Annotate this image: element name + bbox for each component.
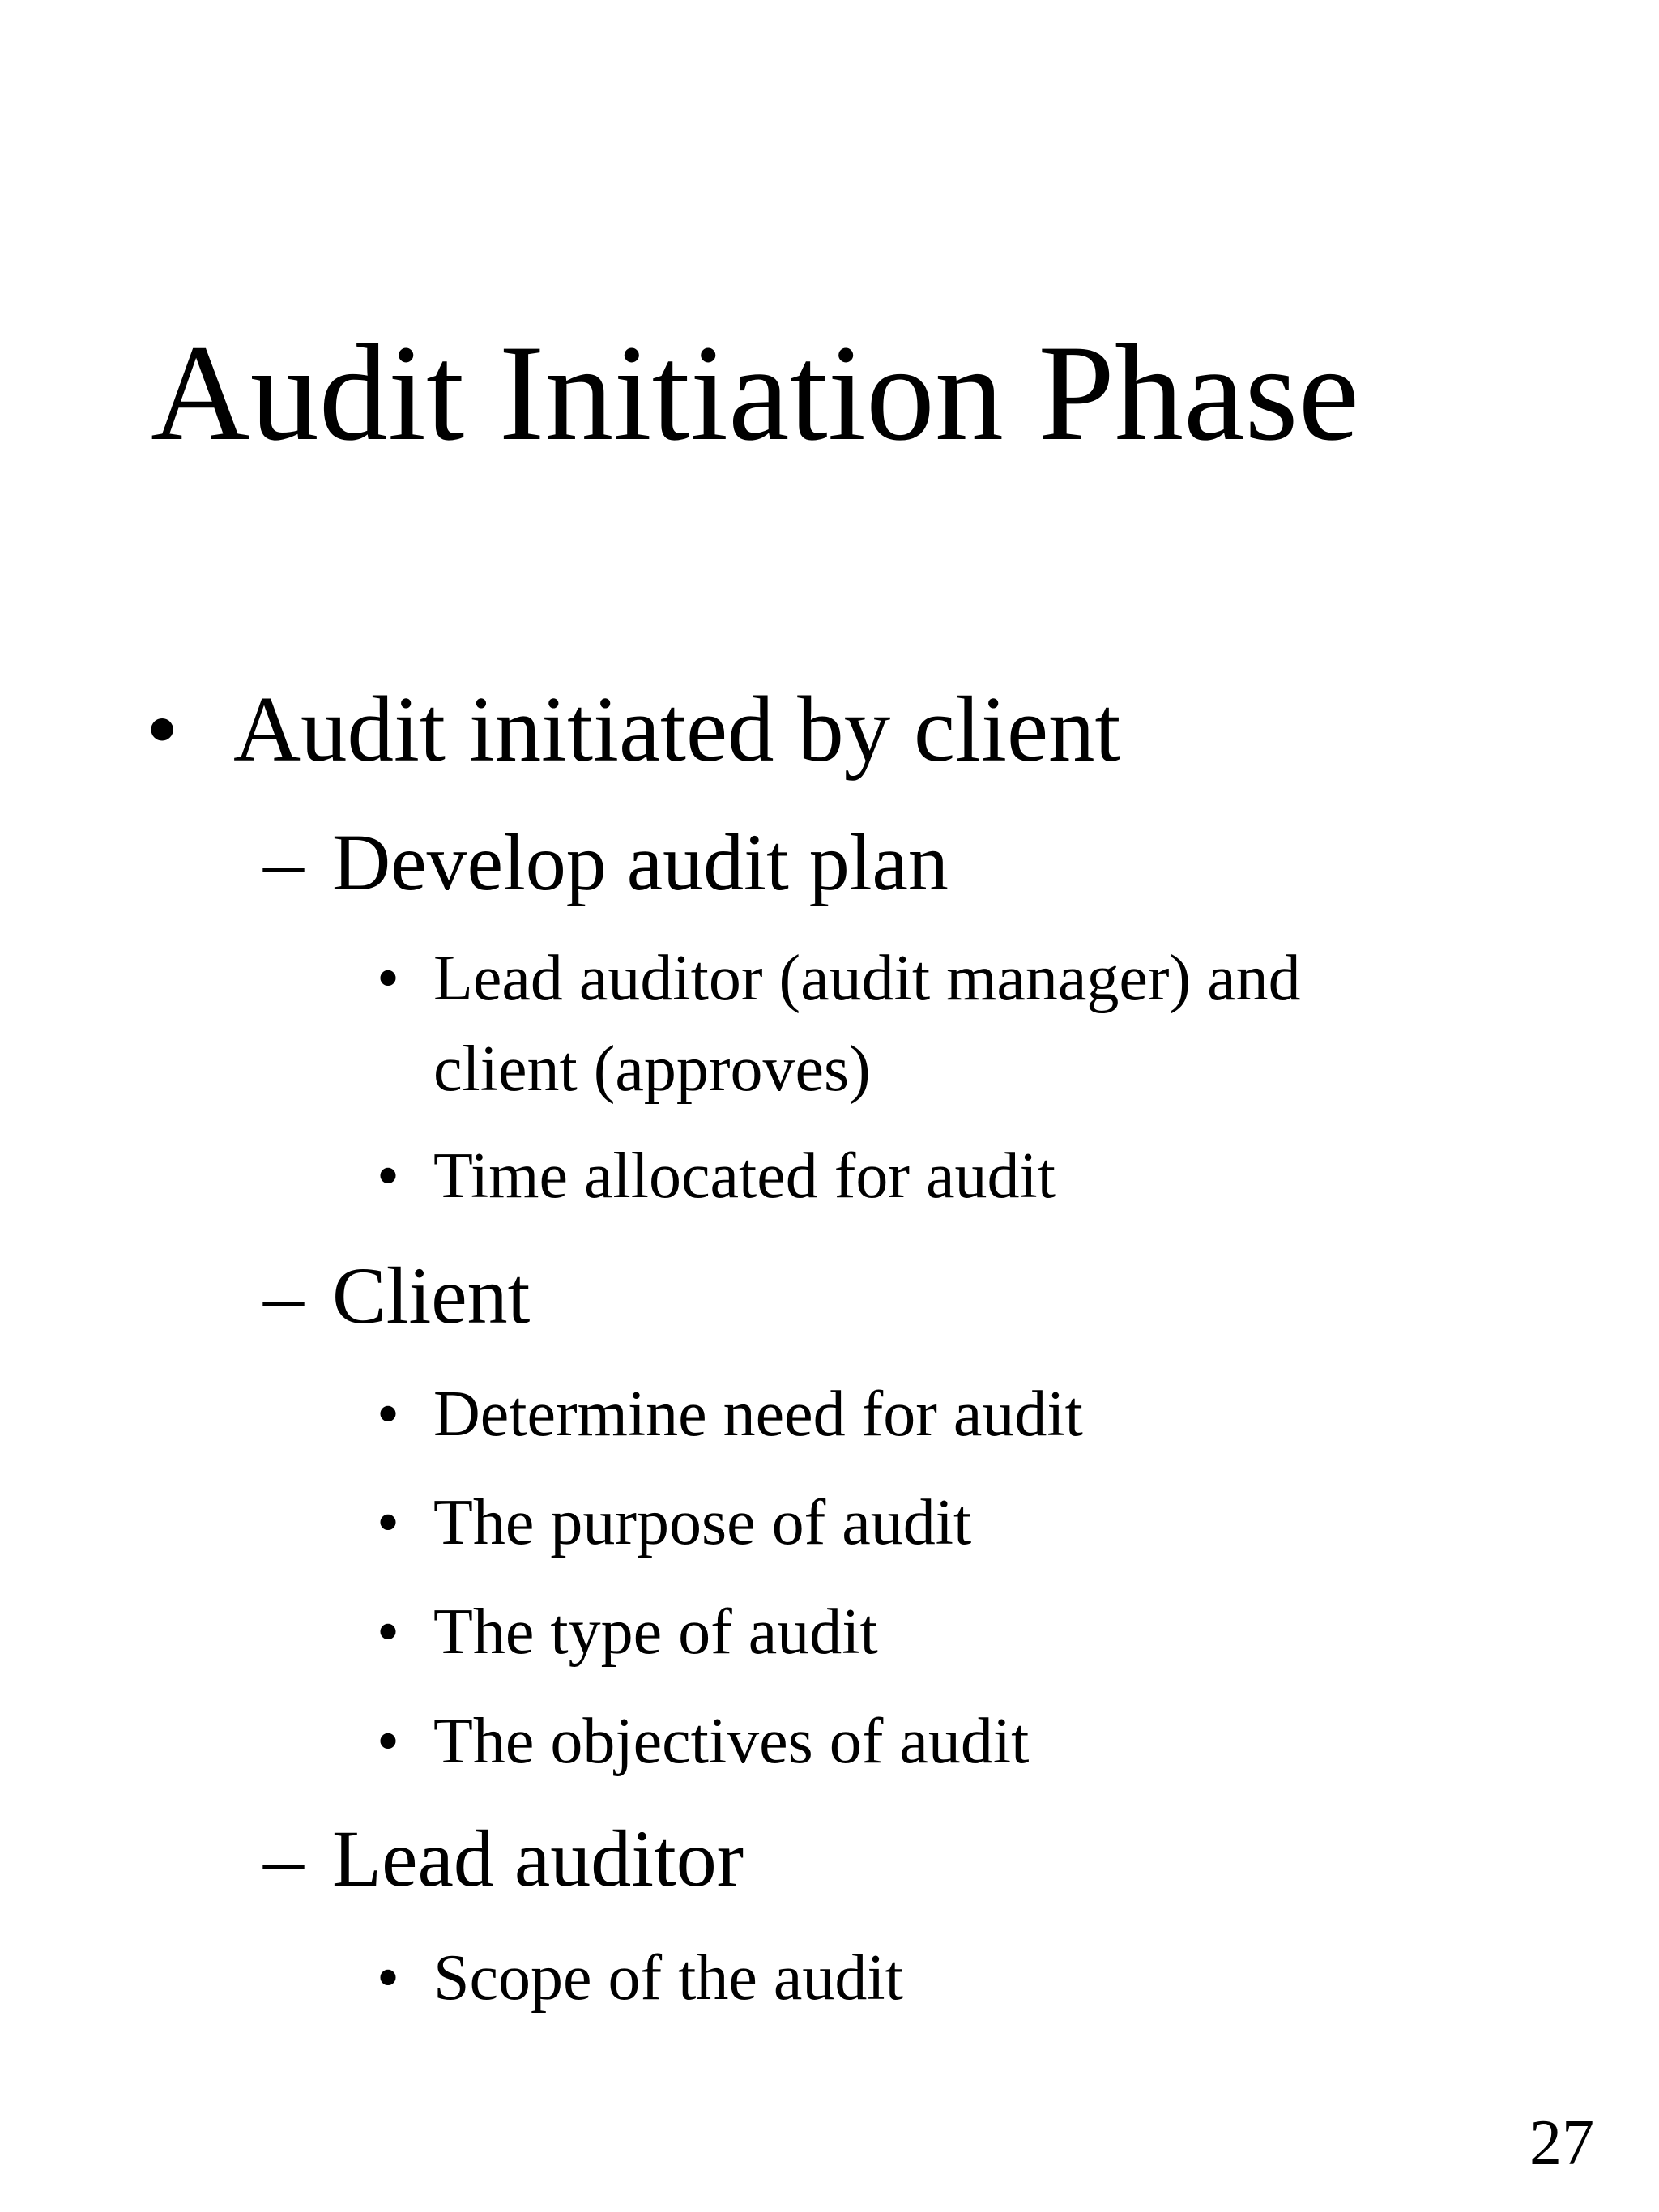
bullet-marker: • bbox=[377, 1379, 400, 1450]
item-purpose: The purpose of audit bbox=[433, 1487, 972, 1558]
bullet-marker: • bbox=[146, 678, 179, 781]
item-determine-need: Determine need for audit bbox=[433, 1379, 1083, 1450]
bullet-marker: • bbox=[377, 1706, 400, 1777]
item-time-allocated: Time allocated for audit bbox=[433, 1140, 1056, 1212]
item-scope: Scope of the audit bbox=[433, 1942, 903, 2014]
item-lead-auditor-line1: Lead auditor (audit manager) and bbox=[433, 943, 1301, 1014]
dash-marker: – bbox=[263, 1251, 304, 1340]
bullet-marker: • bbox=[377, 943, 400, 1014]
subheading-develop-audit-plan: Develop audit plan bbox=[332, 817, 949, 907]
slide-title: Audit Initiation Phase bbox=[151, 317, 1360, 469]
dash-marker: – bbox=[263, 817, 304, 907]
bullet-marker: • bbox=[377, 1942, 400, 2014]
page-number: 27 bbox=[1529, 2108, 1594, 2179]
bullet-marker: • bbox=[377, 1596, 400, 1668]
item-lead-auditor-line2: client (approves) bbox=[433, 1034, 871, 1105]
dash-marker: – bbox=[263, 1813, 304, 1903]
bullet-marker: • bbox=[377, 1140, 400, 1212]
bullet-audit-initiated: Audit initiated by client bbox=[233, 678, 1121, 781]
item-type: The type of audit bbox=[433, 1596, 878, 1668]
subheading-client: Client bbox=[332, 1251, 531, 1340]
item-objectives: The objectives of audit bbox=[433, 1706, 1030, 1777]
bullet-marker: • bbox=[377, 1487, 400, 1558]
subheading-lead-auditor: Lead auditor bbox=[332, 1813, 744, 1903]
